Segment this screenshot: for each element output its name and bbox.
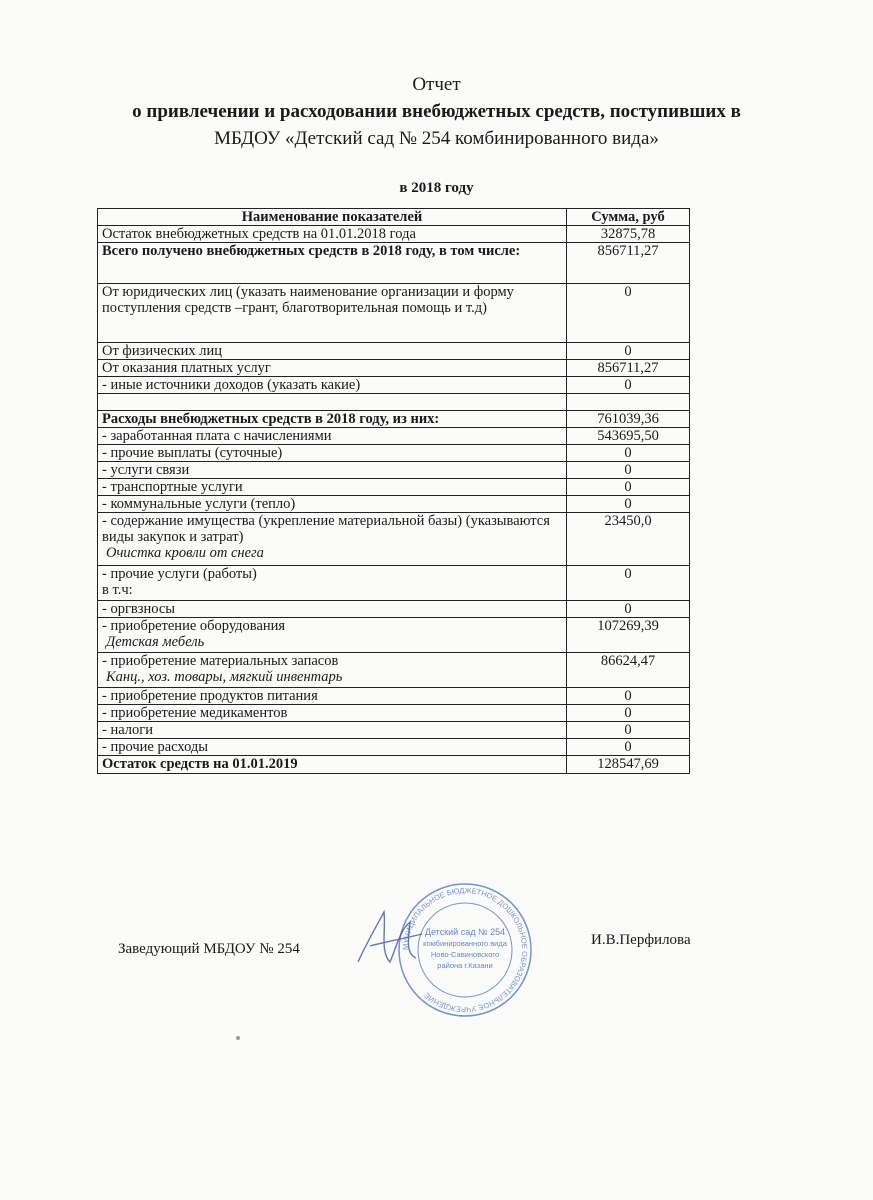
row-label: [98, 394, 567, 411]
row-label: От оказания платных услуг: [98, 360, 567, 377]
row-label: - коммунальные услуги (тепло): [98, 496, 567, 513]
table-row: [98, 739, 690, 756]
row-note: Канц., хоз. товары, мягкий инвентарь: [106, 669, 343, 685]
table-row: [98, 411, 690, 428]
row-label-sub: в т.ч:: [102, 582, 133, 598]
table-header-row: [98, 209, 690, 226]
row-note: Детская мебель: [106, 634, 205, 650]
row-label: - оргвзносы: [98, 601, 567, 618]
row-label: Остаток средств на 01.01.2019: [98, 756, 567, 774]
table-row: [98, 618, 690, 653]
table-row: [98, 722, 690, 739]
stamp-line: Детский сад № 254: [424, 927, 506, 937]
table-row: [98, 688, 690, 705]
row-label-text: - прочие услуги (работы): [102, 566, 257, 582]
row-value: 0: [567, 705, 690, 722]
report-subtitle: о привлечении и расходовании внебюджетных средств, поступивших в: [132, 101, 741, 122]
row-label: - иные источники доходов (указать какие): [98, 377, 567, 394]
row-value: 0: [567, 739, 690, 756]
row-value: 543695,50: [567, 428, 690, 445]
row-label: [98, 566, 567, 601]
row-label: [98, 618, 567, 653]
stamp-line: Ново-Савиновского: [430, 950, 500, 959]
table-row: [98, 756, 690, 774]
row-label: Остаток внебюджетных средств на 01.01.2018 года: [98, 226, 567, 243]
row-value: 128547,69: [567, 756, 690, 774]
table-row: [98, 243, 690, 284]
signatory-position: Заведующий МБДОУ № 254: [118, 941, 300, 957]
row-value: 0: [567, 462, 690, 479]
table-row-empty: [98, 394, 690, 411]
header-sum: Сумма, руб: [567, 209, 690, 226]
row-value: 761039,36: [567, 411, 690, 428]
table-row: [98, 496, 690, 513]
row-label: - прочие выплаты (суточные): [98, 445, 567, 462]
signatory-name: И.В.Перфилова: [591, 932, 691, 948]
table-row: [98, 445, 690, 462]
table-row: [98, 428, 690, 445]
paper-speck: [236, 1036, 240, 1040]
row-value: 0: [567, 496, 690, 513]
table-row: [98, 479, 690, 496]
row-value: 0: [567, 479, 690, 496]
row-label: - услуги связи: [98, 462, 567, 479]
report-organization: МБДОУ «Детский сад № 254 комбинированного вида»: [214, 128, 659, 149]
table-row: [98, 462, 690, 479]
table-row: [98, 360, 690, 377]
row-value: 0: [567, 722, 690, 739]
stamp-ring-text: МУНИЦИПАЛЬНОЕ БЮДЖЕТНОЕ ДОШКОЛЬНОЕ ОБРАЗОВАТЕЛЬНОЕ УЧРЕЖДЕНИЕ: [400, 885, 530, 1015]
row-value: 0: [567, 377, 690, 394]
table-row: [98, 653, 690, 688]
header-name: Наименование показателей: [98, 209, 567, 226]
row-label: - транспортные услуги: [98, 479, 567, 496]
row-value: 32875,78: [567, 226, 690, 243]
report-table: [97, 208, 690, 774]
row-value: 856711,27: [567, 360, 690, 377]
row-value: 0: [567, 343, 690, 360]
signature: [350, 900, 430, 980]
table-row: [98, 601, 690, 618]
row-label: Всего получено внебюджетных средств в 2018 году, в том числе:: [98, 243, 567, 284]
row-label: [98, 513, 567, 566]
row-value: 23450,0: [567, 513, 690, 566]
row-label-text: - приобретение оборудования: [102, 618, 286, 634]
row-label: Расходы внебюджетных средств в 2018 году, из них:: [98, 411, 567, 428]
row-note: Очистка кровли от снега: [106, 545, 264, 561]
row-value: 86624,47: [567, 653, 690, 688]
report-year: в 2018 году: [399, 180, 474, 196]
row-label: От юридических лиц (указать наименование организации и форму поступления средств –грант, благотворительная помощь и т.д): [98, 284, 567, 343]
stamp-line: района г.Казани: [437, 961, 493, 970]
row-label-text: - приобретение материальных запасов: [102, 653, 339, 669]
row-value: 107269,39: [567, 618, 690, 653]
row-label: От физических лиц: [98, 343, 567, 360]
row-label: - заработанная плата с начислениями: [98, 428, 567, 445]
table-row: [98, 705, 690, 722]
stamp-line: комбинированного вида: [423, 939, 507, 948]
table-row: [98, 284, 690, 343]
table-row: [98, 566, 690, 601]
row-label: - приобретение медикаментов: [98, 705, 567, 722]
table-row: [98, 377, 690, 394]
row-label: - прочие расходы: [98, 739, 567, 756]
row-value: 0: [567, 445, 690, 462]
row-value: 856711,27: [567, 243, 690, 284]
row-value: [567, 394, 690, 411]
row-value: 0: [567, 284, 690, 343]
table-row: [98, 226, 690, 243]
row-value: 0: [567, 688, 690, 705]
table-row: [98, 343, 690, 360]
row-label: - налоги: [98, 722, 567, 739]
row-value: 0: [567, 601, 690, 618]
row-label-text: - содержание имущества (укрепление материальной базы) (указываются виды закупок и затрат): [102, 513, 550, 545]
table-row: [98, 513, 690, 566]
row-label: [98, 653, 567, 688]
report-title: Отчет: [412, 74, 461, 95]
row-label: - приобретение продуктов питания: [98, 688, 567, 705]
row-value: 0: [567, 566, 690, 601]
